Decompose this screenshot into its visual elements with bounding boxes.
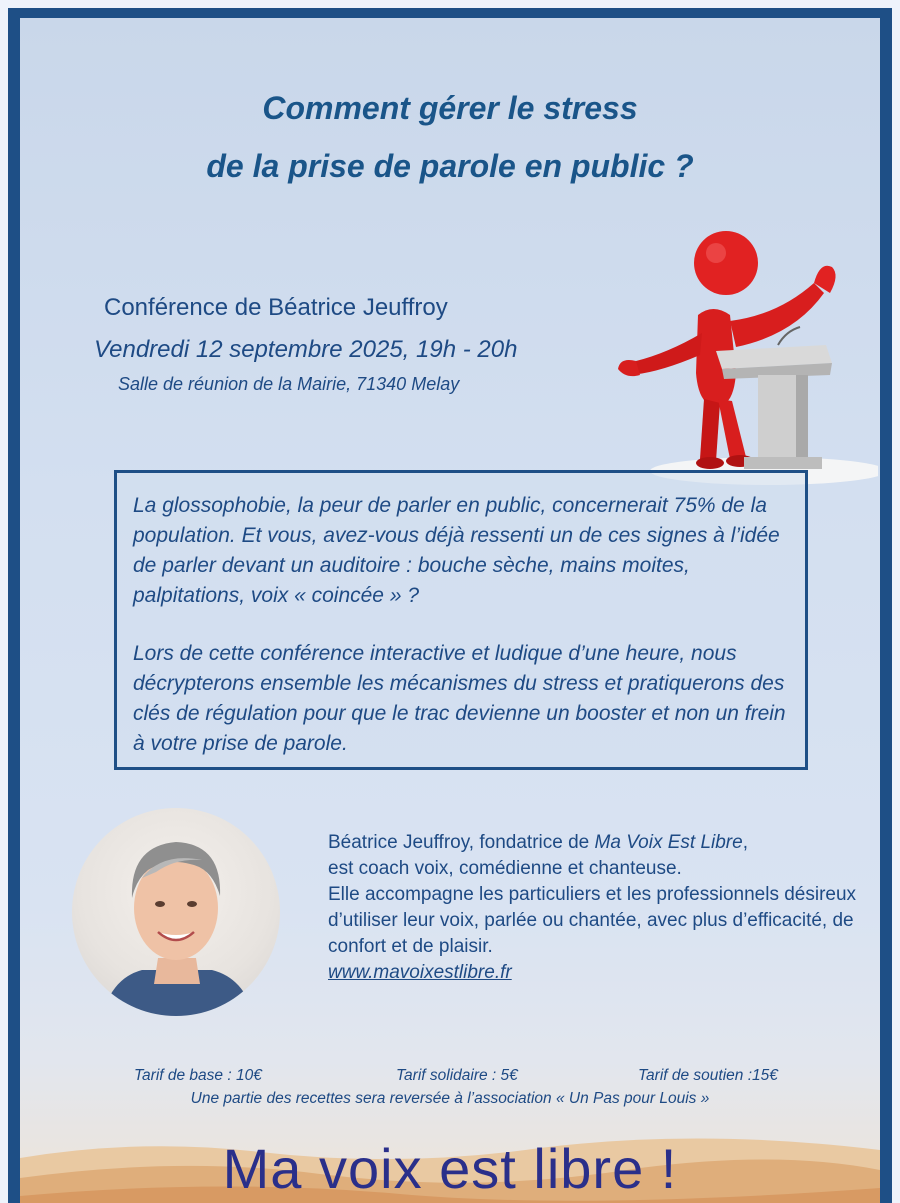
conference-date: Vendredi 12 septembre 2025, 19h - 20h [94, 336, 518, 363]
price-soutien: Tarif de soutien :15€ [638, 1067, 778, 1084]
speaker-bio [328, 830, 858, 986]
portrait-photo-icon [72, 808, 280, 1016]
bio-brand: Ma Voix Est Libre [594, 832, 743, 853]
bio-line-3: Elle accompagne les particuliers et les professionnels désireux d’utiliser leur voix, parlée ou chantée, avec plus d’efficacité, de confort et de plaisir. [328, 884, 857, 957]
podium-speaker-icon [618, 223, 878, 493]
bio-intro: Béatrice Jeuffroy, fondatrice de [328, 832, 590, 853]
bio-trail: , [742, 832, 748, 853]
description-paragraph-1: La glossophobie, la peur de parler en public, concernerait 75% de la population. Et vous, avez-vous déjà ressenti un de ces signes à l’idée de parler devant un auditoire : bouche sèche, mains moites, palpitations, voix « coincée » ? [133, 494, 780, 607]
conference-speaker: Conférence de Béatrice Jeuffroy [104, 294, 448, 321]
website-link[interactable]: www.mavoixestlibre.fr [328, 962, 512, 983]
speaker-portrait [72, 808, 280, 1016]
bio-line-1 [328, 830, 858, 856]
price-base: Tarif de base : 10€ [134, 1067, 262, 1084]
conference-location: Salle de réunion de la Mairie, 71340 Melay [118, 374, 460, 394]
description-box [114, 470, 808, 770]
bio-line-2: est coach voix, comédienne et chanteuse. [328, 858, 682, 879]
title-line-1: Comment gérer le stress [262, 90, 638, 126]
price-solidaire: Tarif solidaire : 5€ [396, 1067, 518, 1084]
description-paragraph-2: Lors de cette conférence interactive et ludique d’une heure, nous décrypterons ensemble les mécanismes du stress et pratiquerons des clés de régulation pour que le trac devienne un booster et non un frein à votre prise de parole. [133, 642, 786, 755]
pricing-note: Une partie des recettes sera reversée à l’association « Un Pas pour Louis » [190, 1090, 710, 1107]
poster-frame [8, 8, 892, 1203]
slogan: Ma voix est libre ! [222, 1137, 678, 1200]
title-line-2: de la prise de parole en public ? [206, 148, 694, 184]
